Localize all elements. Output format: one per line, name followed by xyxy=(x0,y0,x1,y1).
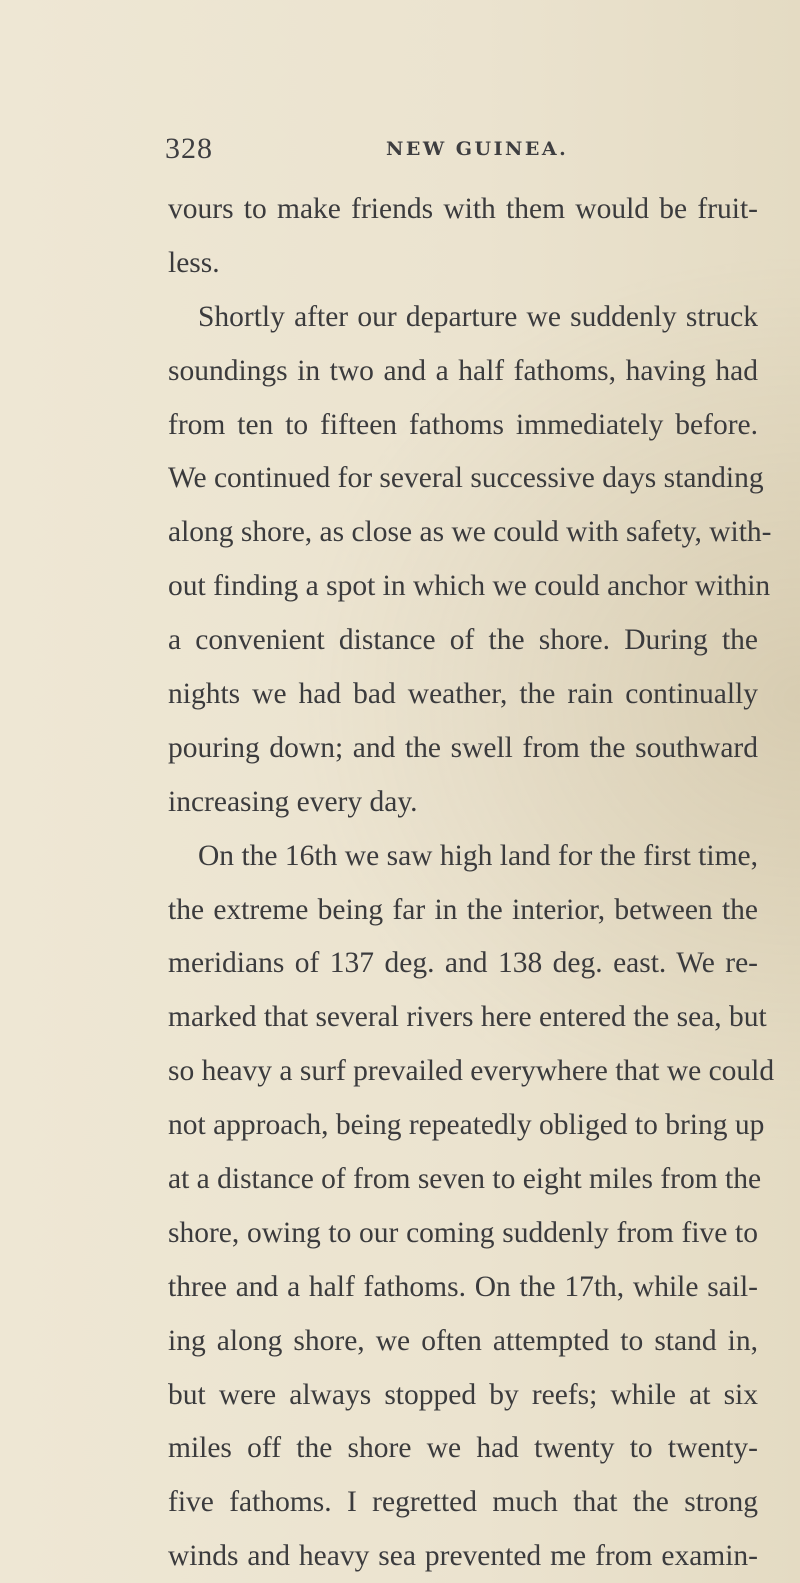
text-line: so heavy a surf prevailed everywhere that we could xyxy=(168,1055,775,1088)
text-line: three and a half fathoms. On the 17th, while sail- xyxy=(168,1270,758,1303)
running-head xyxy=(0,132,800,172)
text-line: soundings in two and a half fathoms, having had xyxy=(168,354,758,387)
text-line: pouring down; and the swell from the southward xyxy=(168,731,758,764)
text-line: shore, owing to our coming suddenly from five to xyxy=(168,1216,758,1249)
text-line: We continued for several successive days standing xyxy=(168,462,764,495)
body-text xyxy=(168,182,775,1583)
text-line: miles off the shore we had twenty to twenty- xyxy=(168,1432,758,1465)
text-line: ing along shore, we often attempted to stand in, xyxy=(168,1324,758,1357)
text-line: meridians of 137 deg. and 138 deg. east. We re- xyxy=(168,947,758,980)
text-line: vours to make friends with them would be fruit- xyxy=(168,193,758,225)
text-line: a convenient distance of the shore. During the xyxy=(168,624,758,657)
text-line: at a distance of from seven to eight miles from the xyxy=(168,1163,762,1196)
text-line: but were always stopped by reefs; while at six xyxy=(168,1378,758,1411)
text-line: the extreme being far in the interior, between the xyxy=(168,893,758,926)
text-line: five fathoms. I regretted much that the strong xyxy=(168,1486,758,1519)
page-number: 328 xyxy=(165,132,213,165)
text-line: On the 16th we saw high land for the first time, xyxy=(198,839,758,872)
text-line: along shore, as close as we could with safety, with- xyxy=(168,516,772,549)
text-line: Shortly after our departure we suddenly struck xyxy=(198,300,758,333)
text-line: less. xyxy=(168,246,220,279)
text-line: nights we had bad weather, the rain continually xyxy=(168,678,758,711)
running-title: NEW GUINEA. xyxy=(386,138,569,160)
text-line: from ten to fifteen fathoms immediately before. xyxy=(168,408,758,441)
text-line: out finding a spot in which we could anchor within xyxy=(168,570,771,603)
text-line: winds and heavy sea prevented me from examin- xyxy=(168,1540,758,1573)
text-line: not approach, being repeatedly obliged to bring up xyxy=(168,1109,765,1142)
text-line: marked that several rivers here entered the sea, but xyxy=(168,1001,767,1034)
text-line: increasing every day. xyxy=(168,785,418,818)
